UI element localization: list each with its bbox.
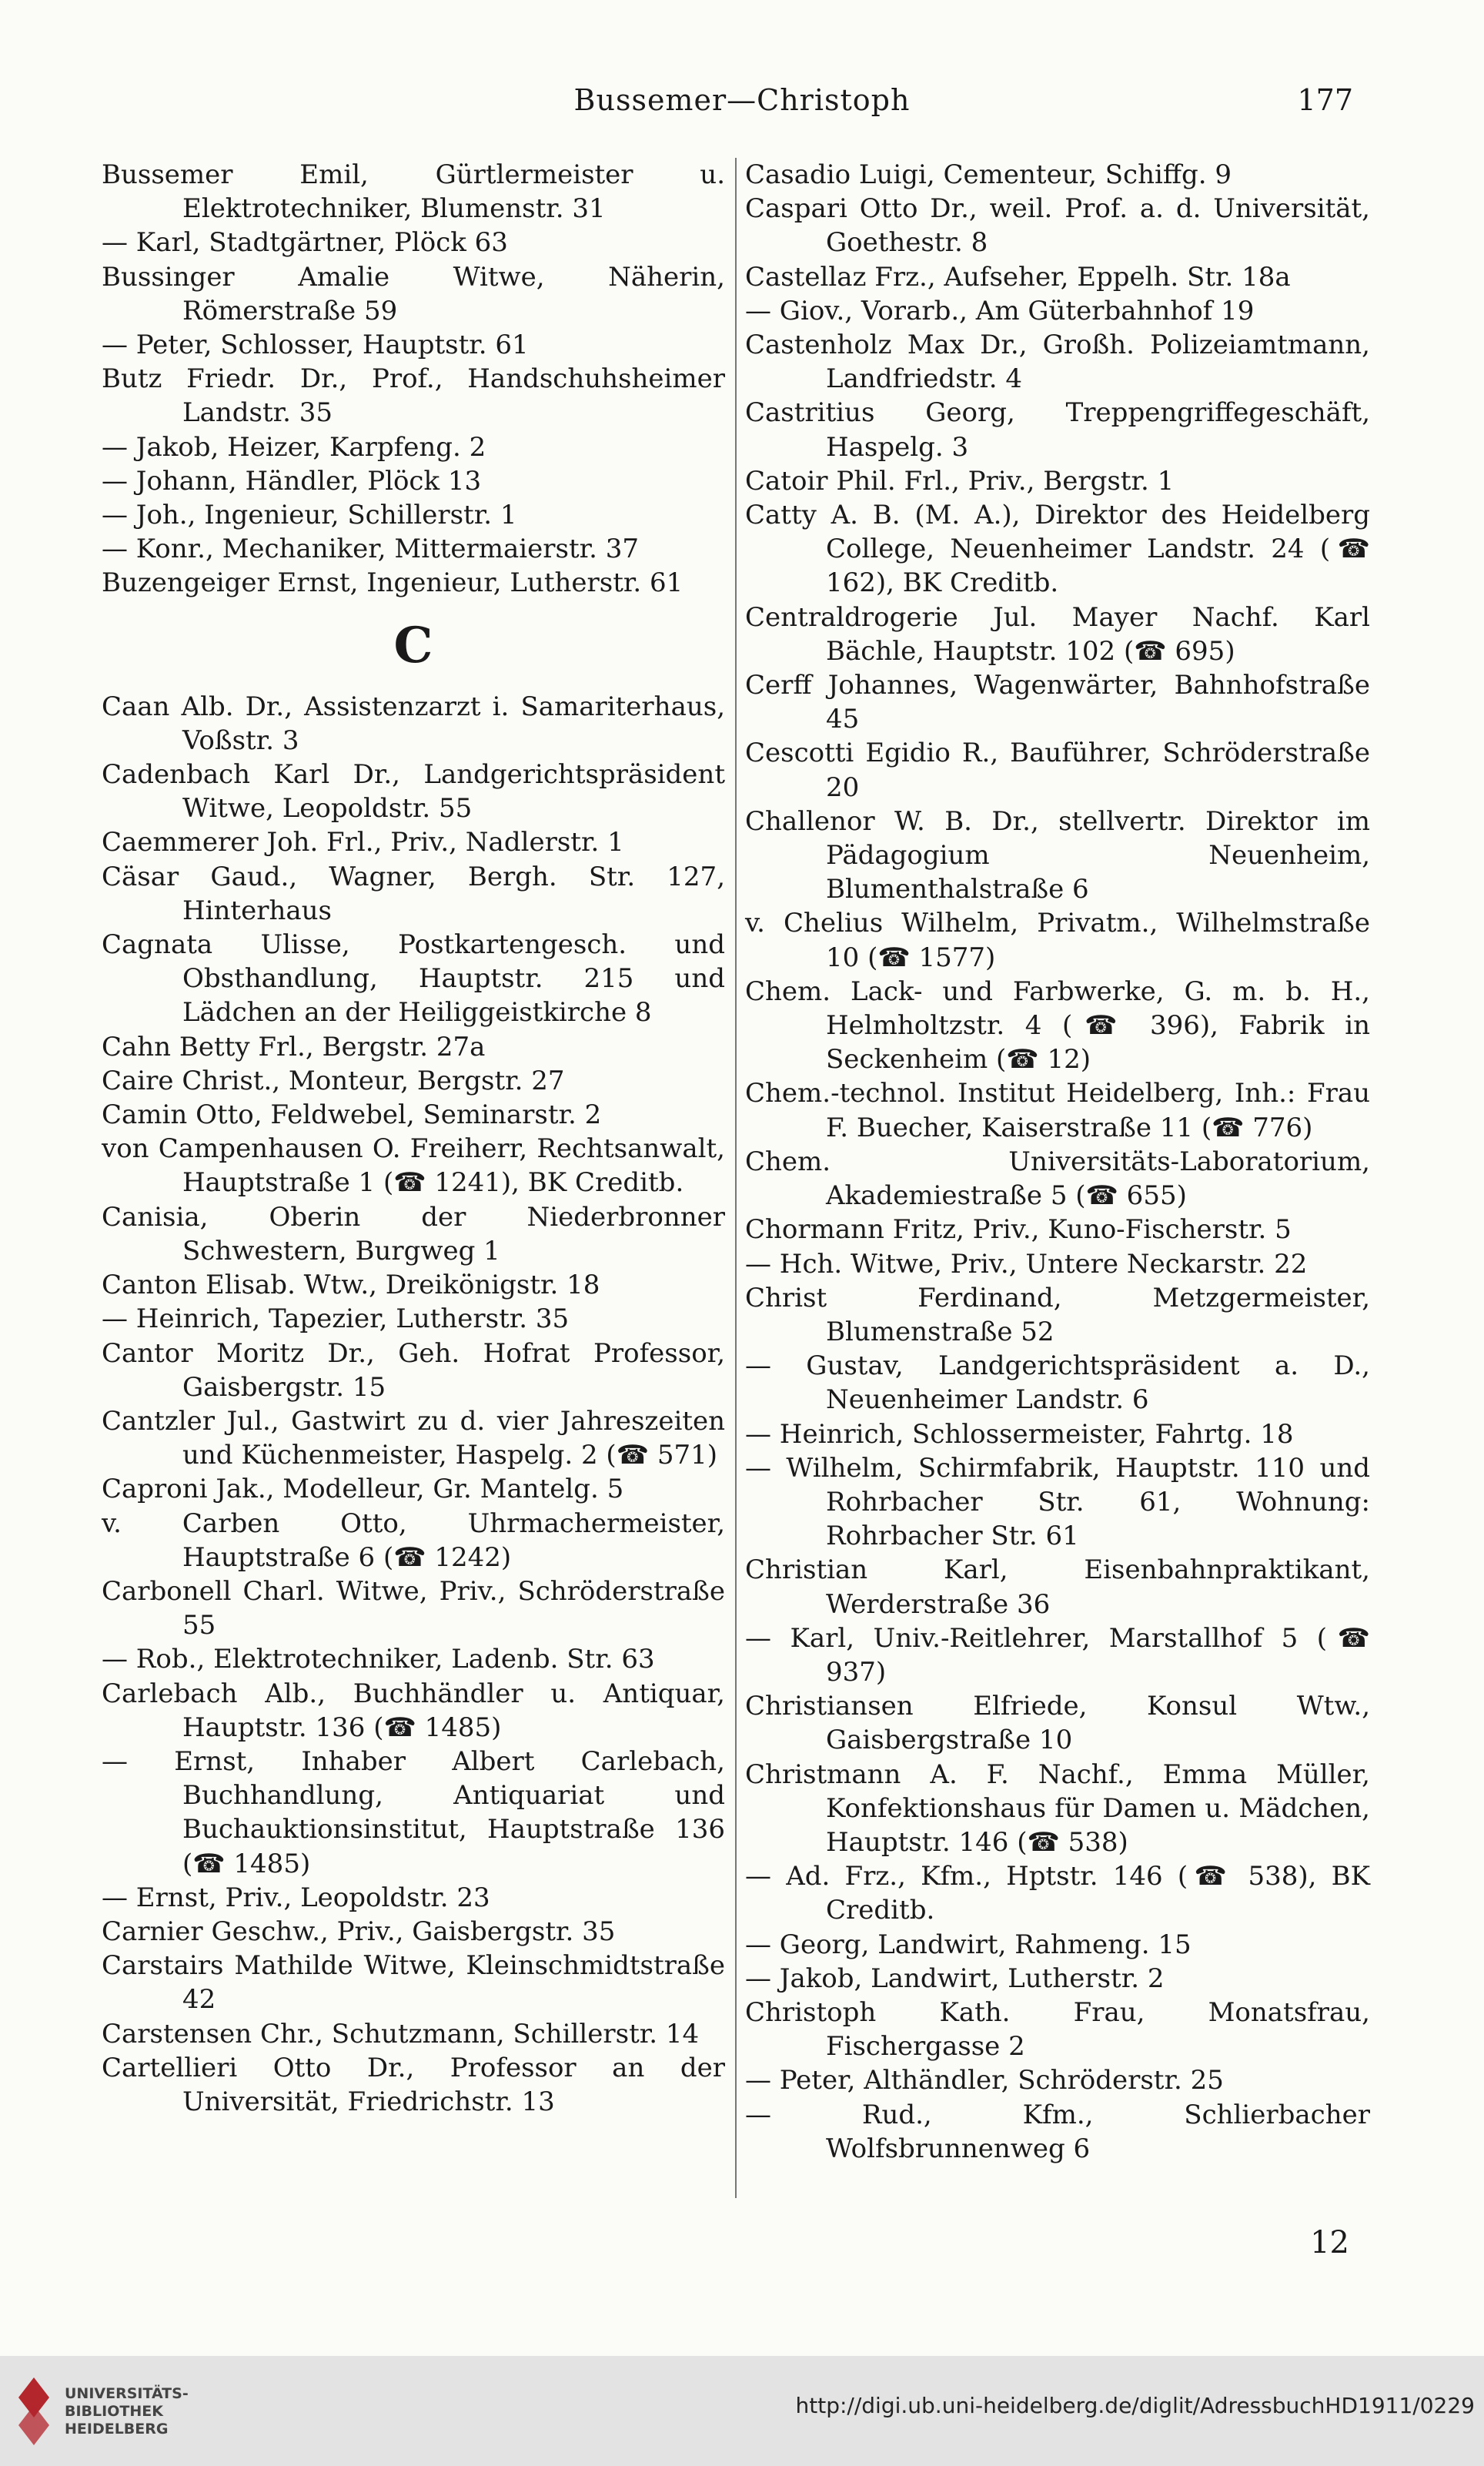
- directory-entry: Catoir Phil. Frl., Priv., Bergstr. 1: [745, 465, 1175, 497]
- directory-entry: Christiansen Elfriede, Konsul Wtw., Gaisbergstraße 10: [745, 1691, 1370, 1756]
- directory-entry: Cerff Johannes, Wagenwärter, Bahnhofstraße 45: [745, 670, 1370, 735]
- directory-entry: Christoph Kath. Frau, Monatsfrau, Fischergasse 2: [745, 1996, 1370, 2063]
- directory-entry: Camin Otto, Feldwebel, Seminarstr. 2: [102, 1099, 602, 1131]
- document-url[interactable]: http://digi.ub.uni-heidelberg.de/diglit/AdressbuchHD1911/0229: [795, 2393, 1475, 2418]
- column-divider: [735, 158, 737, 2198]
- directory-entry: Caan Alb. Dr., Assistenzarzt i. Samariterhaus, Voßstr. 3: [102, 691, 725, 756]
- directory-entry: Chem. Lack- und Farbwerke, G. m. b. H., Helmholtzstr. 4 (☎ 396), Fabrik in Seckenheim (☎ 12): [745, 975, 1370, 1076]
- directory-entry: — Gustav, Landgerichtspräsident a. D., Neuenheimer Landstr. 6: [745, 1350, 1370, 1416]
- directory-entry: v. Chelius Wilhelm, Privatm., Wilhelmstraße 10 (☎ 1577): [745, 908, 1370, 973]
- directory-entry: Cadenbach Karl Dr., Landgerichtspräsident Witwe, Leopoldstr. 55: [102, 759, 725, 825]
- signature-mark: 12: [1310, 2225, 1349, 2260]
- directory-entry: Chem. Universitäts-Laboratorium, Akademiestraße 5 (☎ 655): [745, 1146, 1370, 1212]
- directory-entry: — Georg, Landwirt, Rahmeng. 15: [745, 1929, 1192, 1960]
- directory-entry: Cartellieri Otto Dr., Professor an der Universität, Friedrichstr. 13: [102, 2052, 725, 2117]
- directory-entry: Bussemer Emil, Gürtlermeister u. Elektrotechniker, Blumenstr. 31: [102, 159, 725, 225]
- directory-entry: Buzengeiger Ernst, Ingenieur, Lutherstr. 61: [102, 567, 684, 599]
- directory-entry: — Karl, Stadtgärtner, Plöck 63: [102, 227, 508, 259]
- directory-entry: Caspari Otto Dr., weil. Prof. a. d. Universität, Goethestr. 8: [745, 193, 1370, 259]
- directory-entry: Cantzler Jul., Gastwirt zu d. vier Jahreszeiten und Küchenmeister, Haspelg. 2 (☎ 571): [102, 1405, 725, 1471]
- directory-entry: — Wilhelm, Schirmfabrik, Hauptstr. 110 und Rohrbacher Str. 61, Wohnung: Rohrbacher Str. 61: [745, 1452, 1370, 1552]
- directory-entry: — Heinrich, Tapezier, Lutherstr. 35: [102, 1303, 570, 1335]
- university-library-logo-icon[interactable]: [14, 2374, 54, 2448]
- directory-entry: Carstairs Mathilde Witwe, Kleinschmidtstraße 42: [102, 1950, 725, 2016]
- directory-entry: Butz Friedr. Dr., Prof., Handschuhsheimer Landstr. 35: [102, 363, 725, 429]
- directory-entry: — Hch. Witwe, Priv., Untere Neckarstr. 22: [745, 1248, 1308, 1280]
- directory-entry: Cahn Betty Frl., Bergstr. 27a: [102, 1031, 486, 1062]
- directory-entry: Challenor W. B. Dr., stellvertr. Direktor im Pädagogium Neuenheim, Blumenthalstraße 6: [745, 805, 1370, 905]
- directory-entry: — Rud., Kfm., Schlierbacher Wolfsbrunnenweg 6: [745, 2099, 1370, 2164]
- directory-entry: Christmann A. F. Nachf., Emma Müller, Konfektionshaus für Damen u. Mädchen, Hauptstr. 146 (☎ 538): [745, 1758, 1370, 1858]
- library-name: UNIVERSITÄTS- BIBLIOTHEK HEIDELBERG: [65, 2385, 189, 2438]
- directory-entry: — Peter, Althändler, Schröderstr. 25: [745, 2065, 1224, 2096]
- viewer-footer: [0, 2356, 1484, 2466]
- directory-entry: Castellaz Frz., Aufseher, Eppelh. Str. 18a: [745, 261, 1291, 293]
- directory-entry: Caire Christ., Monteur, Bergstr. 27: [102, 1065, 565, 1096]
- directory-entry: — Peter, Schlosser, Hauptstr. 61: [102, 330, 529, 361]
- directory-entry: — Giov., Vorarb., Am Güterbahnhof 19: [745, 295, 1255, 326]
- directory-entry: Cantor Moritz Dr., Geh. Hofrat Professor, Gaisbergstr. 15: [102, 1337, 725, 1403]
- directory-entry: Carnier Geschw., Priv., Gaisbergstr. 35: [102, 1916, 616, 1947]
- directory-entry: Cagnata Ulisse, Postkartengesch. und Obsthandlung, Hauptstr. 215 und Lädchen an der Heiliggeistkirche 8: [102, 929, 725, 1029]
- directory-entry: Castenholz Max Dr., Großh. Polizeiamtmann, Landfriedstr. 4: [745, 330, 1370, 395]
- directory-entry: Christian Karl, Eisenbahnpraktikant, Werderstraße 36: [745, 1554, 1370, 1620]
- directory-entry: — Rob., Elektrotechniker, Ladenb. Str. 63: [102, 1644, 655, 1675]
- section-letter: C: [393, 616, 433, 674]
- directory-entry: Castritius Georg, Treppengriffegeschäft, Haspelg. 3: [745, 397, 1370, 463]
- page-number: 177: [1297, 83, 1353, 117]
- directory-entry: Chem.-technol. Institut Heidelberg, Inh.: Frau F. Buecher, Kaiserstraße 11 (☎ 776): [745, 1078, 1370, 1143]
- directory-entry: — Konr., Mechaniker, Mittermaierstr. 37: [102, 534, 640, 565]
- left-column: [102, 158, 725, 2119]
- directory-entry: — Heinrich, Schlossermeister, Fahrtg. 18: [745, 1418, 1294, 1450]
- directory-entry: v. Carben Otto, Uhrmachermeister, Hauptstraße 6 (☎ 1242): [102, 1507, 725, 1573]
- directory-entry: Bussinger Amalie Witwe, Näherin, Römerstraße 59: [102, 261, 725, 326]
- directory-entry: Carlebach Alb., Buchhändler u. Antiquar, Hauptstr. 136 (☎ 1485): [102, 1678, 725, 1743]
- directory-entry: — Karl, Univ.-Reitlehrer, Marstallhof 5 (☎ 937): [745, 1622, 1370, 1688]
- running-title: Bussemer—Christoph: [573, 83, 911, 117]
- page-header: [0, 83, 1484, 129]
- directory-entry: — Ad. Frz., Kfm., Hptstr. 146 (☎ 538), BK Creditb.: [745, 1861, 1370, 1926]
- directory-entry: Carstensen Chr., Schutzmann, Schillerstr. 14: [102, 2018, 700, 2049]
- directory-entry: — Joh., Ingenieur, Schillerstr. 1: [102, 500, 517, 531]
- directory-entry: — Jakob, Heizer, Karpfeng. 2: [102, 431, 486, 463]
- directory-entry: von Campenhausen O. Freiherr, Rechtsanwalt, Hauptstraße 1 (☎ 1241), BK Creditb.: [102, 1133, 725, 1199]
- directory-entry: Cäsar Gaud., Wagner, Bergh. Str. 127, Hinterhaus: [102, 861, 725, 926]
- directory-entry: Canton Elisab. Wtw., Dreikönigstr. 18: [102, 1270, 600, 1301]
- directory-entry: Catty A. B. (M. A.), Direktor des Heidelberg College, Neuenheimer Landstr. 24 (☎ 162), BK Creditb.: [745, 500, 1370, 599]
- directory-entry: Cescotti Egidio R., Bauführer, Schröderstraße 20: [745, 738, 1370, 803]
- directory-entry: — Johann, Händler, Plöck 13: [102, 465, 482, 497]
- directory-entry: Carbonell Charl. Witwe, Priv., Schröderstraße 55: [102, 1575, 725, 1641]
- directory-entry: Casadio Luigi, Cementeur, Schiffg. 9: [745, 159, 1232, 190]
- directory-entry: Canisia, Oberin der Niederbronner Schwestern, Burgweg 1: [102, 1201, 725, 1266]
- directory-entry: — Ernst, Inhaber Albert Carlebach, Buchhandlung, Antiquariat und Buchauktionsinstitut, Hauptstraße 136 (☎ 1485): [102, 1745, 725, 1879]
- directory-entry: — Jakob, Landwirt, Lutherstr. 2: [745, 1962, 1165, 1994]
- directory-entry: Caproni Jak., Modelleur, Gr. Mantelg. 5: [102, 1474, 624, 1505]
- right-column: [745, 158, 1370, 2166]
- directory-entry: Caemmerer Joh. Frl., Priv., Nadlerstr. 1: [102, 827, 624, 858]
- directory-entry: Chormann Fritz, Priv., Kuno-Fischerstr. 5: [745, 1214, 1292, 1246]
- directory-entry: — Ernst, Priv., Leopoldstr. 23: [102, 1882, 490, 1913]
- directory-entry: Christ Ferdinand, Metzgermeister, Blumenstraße 52: [745, 1282, 1370, 1347]
- directory-entry: Centraldrogerie Jul. Mayer Nachf. Karl Bächle, Hauptstr. 102 (☎ 695): [745, 601, 1370, 667]
